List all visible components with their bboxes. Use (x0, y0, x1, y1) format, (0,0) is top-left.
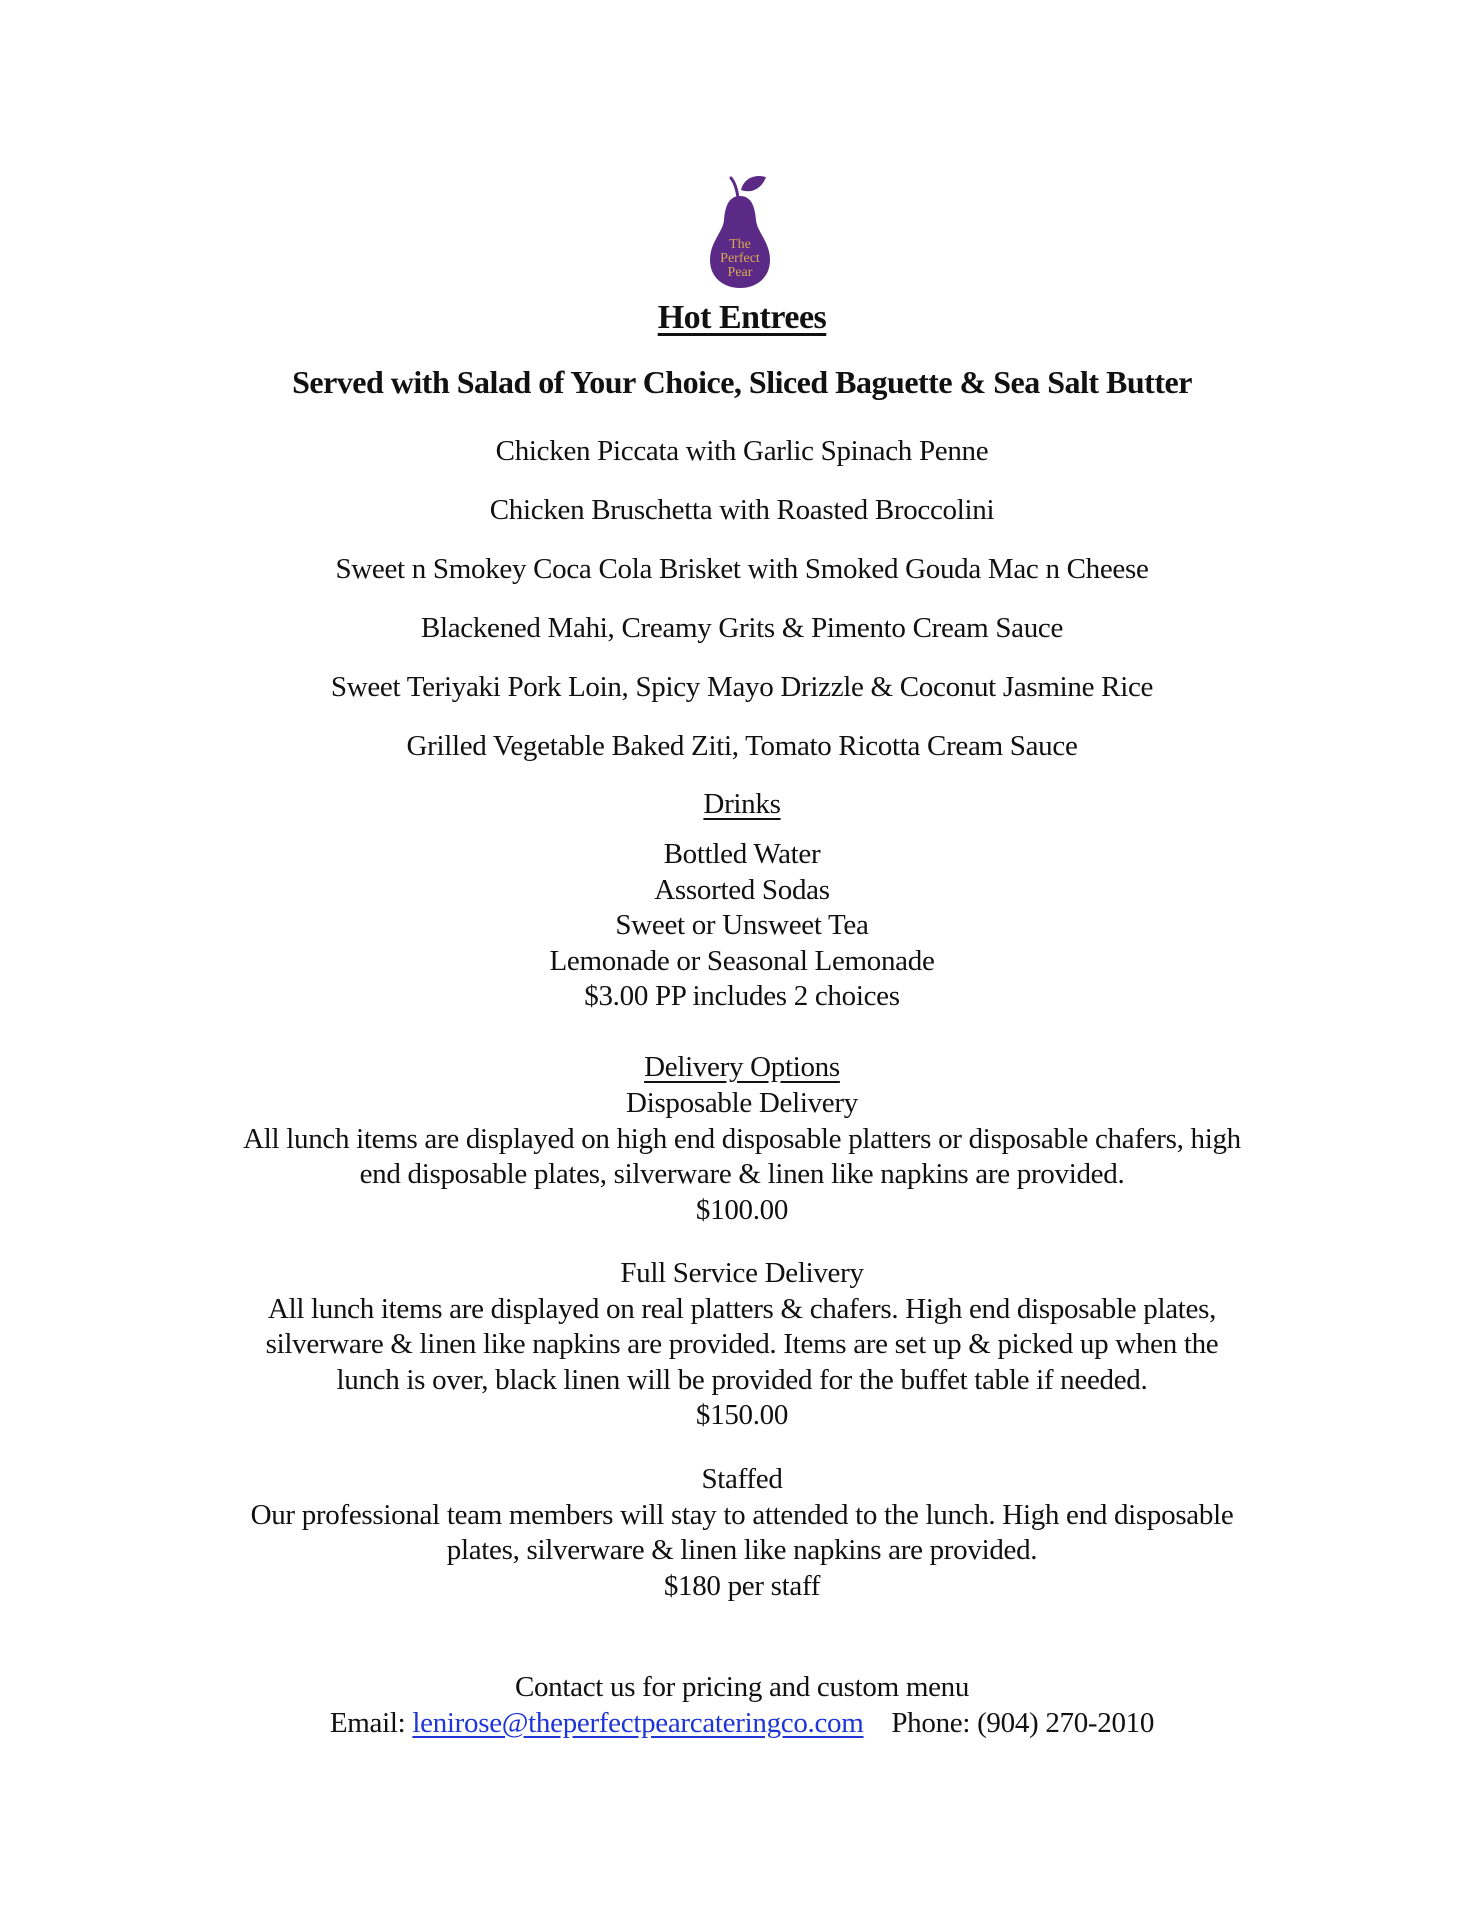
staffed-block (200, 1462, 1284, 1604)
entree-item: Sweet n Smokey Coca Cola Brisket with Smoked Gouda Mac n Cheese (335, 553, 1149, 585)
full-service-delivery-desc-line1: All lunch items are displayed on real platters & chafers. High end disposable plates, (267, 1292, 1217, 1325)
staffed-desc-line1: Our professional team members will stay to attended to the lunch. High end disposable (250, 1498, 1234, 1531)
disposable-delivery-block (200, 1086, 1284, 1228)
disposable-delivery-desc-line2: end disposable plates, silverware & linen like napkins are provided. (359, 1158, 1125, 1190)
full-service-delivery-desc-line2: silverware & linen like napkins are provided. Items are set up & picked up when the (265, 1328, 1219, 1360)
email-link[interactable]: lenirose@theperfectpearcateringco.com (412, 1706, 864, 1739)
pear-stem (731, 178, 738, 198)
disposable-delivery-price: $100.00 (695, 1193, 789, 1226)
contact-section (0, 1670, 1484, 1741)
drink-price: $3.00 PP includes 2 choices (584, 980, 900, 1012)
entree-item: Grilled Vegetable Baked Ziti, Tomato Ricotta Cream Sauce (406, 730, 1078, 762)
staffed-desc-line2: plates, silverware & linen like napkins are provided. (446, 1534, 1038, 1566)
disposable-delivery-desc-line1: All lunch items are displayed on high end disposable platters or disposable chafers, high (243, 1122, 1241, 1155)
phone-number: (904) 270-2010 (977, 1706, 1155, 1739)
full-service-delivery-desc-line3: lunch is over, black linen will be provided for the buffet table if needed. (336, 1363, 1148, 1396)
pear-leaf (741, 176, 766, 191)
delivery-heading: Delivery Options (644, 1051, 840, 1083)
page-title: Hot Entrees (657, 299, 827, 336)
email-label: Email: (329, 1706, 406, 1739)
phone-label: Phone: (891, 1706, 971, 1739)
entree-item: Chicken Bruschetta with Roasted Broccolini (489, 494, 995, 526)
drinks-list (0, 837, 1484, 1015)
logo-text-line1: The (729, 237, 751, 252)
drink-item: Bottled Water (663, 838, 821, 870)
full-service-delivery-block (200, 1256, 1284, 1434)
disposable-delivery-title: Disposable Delivery (626, 1087, 858, 1119)
logo-text-line2: Perfect (720, 251, 760, 266)
entree-item: Sweet Teriyaki Pork Loin, Spicy Mayo Drizzle & Coconut Jasmine Rice (330, 671, 1154, 703)
logo-text-line3: Pear (727, 265, 753, 280)
staffed-price: $180 per staff (663, 1569, 821, 1602)
drink-item: Lemonade or Seasonal Lemonade (549, 944, 935, 977)
entree-item: Blackened Mahi, Creamy Grits & Pimento Cream Sauce (420, 612, 1064, 644)
drink-item: Sweet or Unsweet Tea (615, 909, 869, 941)
full-service-delivery-title: Full Service Delivery (620, 1257, 864, 1289)
full-service-delivery-price: $150.00 (695, 1399, 789, 1431)
page-subtitle: Served with Salad of Your Choice, Sliced Baguette & Sea Salt Butter (292, 364, 1192, 400)
contact-details (0, 1706, 1484, 1742)
entree-item: Chicken Piccata with Garlic Spinach Penne (495, 435, 989, 467)
staffed-title: Staffed (701, 1463, 783, 1495)
pear-logo-icon (700, 168, 780, 292)
entree-list (0, 422, 1484, 776)
drink-item: Assorted Sodas (654, 873, 830, 906)
contact-tagline: Contact us for pricing and custom menu (514, 1671, 970, 1703)
drinks-heading: Drinks (703, 788, 781, 820)
